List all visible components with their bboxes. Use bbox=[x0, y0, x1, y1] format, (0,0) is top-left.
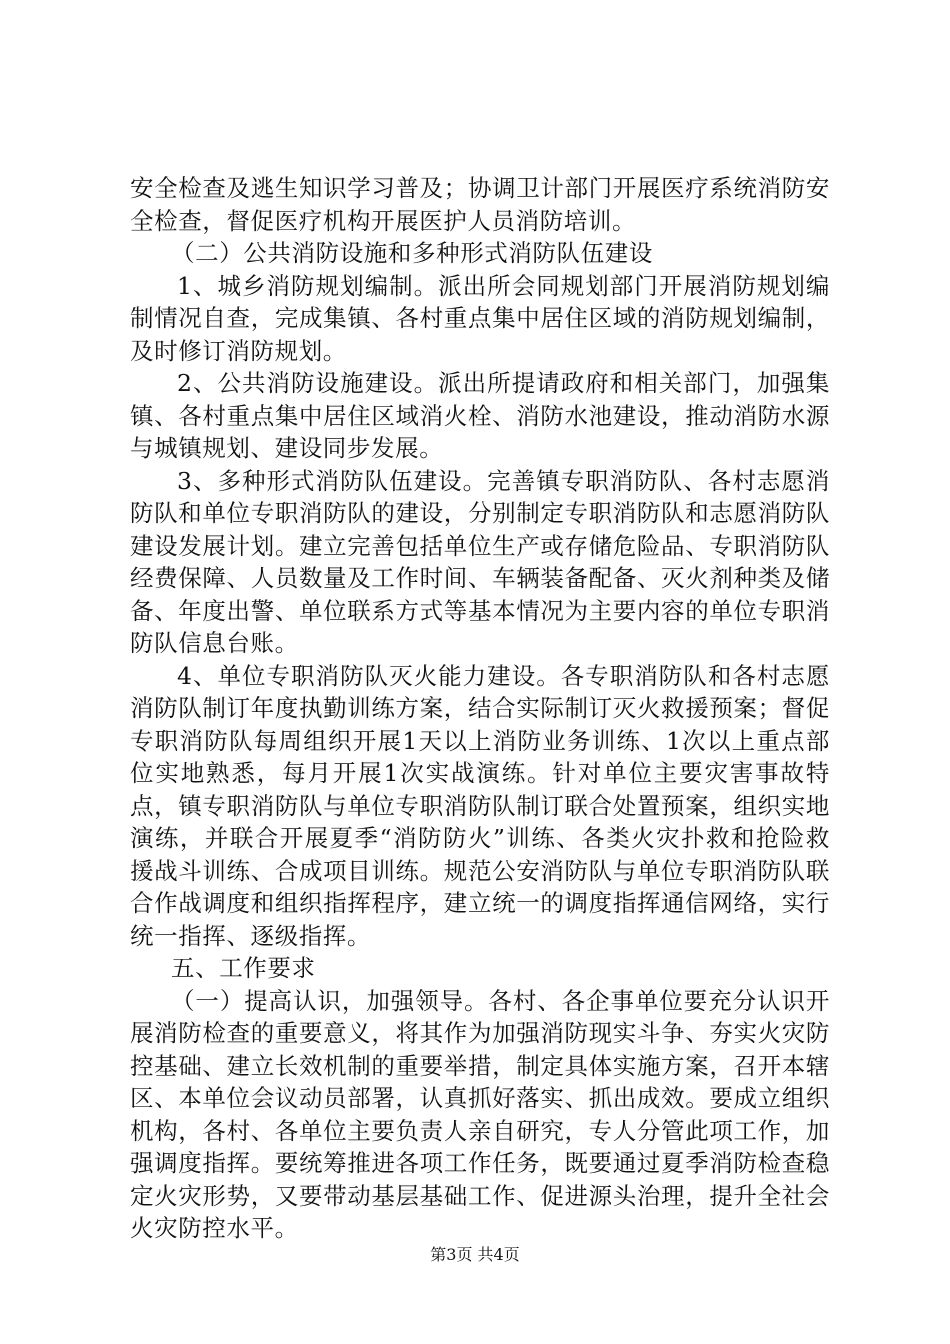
page-number-footer: 第3页 共4页 bbox=[430, 1245, 520, 1264]
paragraph-public-facilities: 2、公共消防设施建设。派出所提请政府和相关部门，加强集镇、各村重点集中居住区域消火栓、消防水池建设，推动消防水源与城镇规划、建设同步发展。 bbox=[130, 369, 830, 462]
paragraph-team-building: 3、多种形式消防队伍建设。完善镇专职消防队、各村志愿消防队和单位专职消防队的建设，分别制定专职消防队和志愿消防队建设发展计划。建立完善包括单位生产或存储危险品、专职消防队经费保障、人员数量及工作时间、车辆装备配备、灭火剂种类及储备、年度出警、单位联系方式等基本情况为主要内容的单位专职消防队信息台账。 bbox=[130, 466, 830, 657]
paragraph-planning: 1、城乡消防规划编制。派出所会同规划部门开展消防规划编制情况自查，完成集镇、各村重点集中居住区域的消防规划编制，及时修订消防规划。 bbox=[130, 271, 830, 365]
paragraph-continuation: 安全检查及逃生知识学习普及；协调卫计部门开展医疗系统消防安全检查，督促医疗机构开展医护人员消防培训。 bbox=[130, 174, 830, 235]
paragraph-leadership: （一）提高认识，加强领导。各村、各企事单位要充分认识开展消防检查的重要意义，将其作为加强消防现实斗争、夯实火灾防控基础、建立长效机制的重要举措，制定具体实施方案，召开本辖区、本单位会议动员部署，认真抓好落实、抓出成效。要成立组织机构，各村、各单位主要负责人亲自研究，专人分管此项工作，加强调度指挥。要统筹推进各项工作任务，既要通过夏季消防检查稳定火灾形势，又要带动基层基础工作、促进源头治理，提升全社会火灾防控水平。 bbox=[130, 986, 830, 1242]
paragraph-firefighting-capacity: 4、单位专职消防队灭火能力建设。各专职消防队和各村志愿消防队制订年度执勤训练方案，结合实际制订灭火救援预案；督促专职消防队每周组织开展1天以上消防业务训练、1次以上重点部位实地熟悉，每月开展1次实战演练。针对单位主要灾害事故特点，镇专职消防队与单位专职消防队制订联合处置预案，组织实地演练，并联合开展夏季“消防防火”训练、各类火灾扑救和抢险救援战斗训练、合成项目训练。规范公安消防队与单位专职消防队联合作战调度和组织指挥程序，建立统一的调度指挥通信网络，实行统一指挥、逐级指挥。 bbox=[130, 661, 830, 950]
section-subheading-public-facilities: （二）公共消防设施和多种形式消防队伍建设 bbox=[171, 239, 653, 267]
section-heading-work-requirements: 五、工作要求 bbox=[171, 954, 316, 982]
document-body bbox=[130, 172, 830, 1245]
